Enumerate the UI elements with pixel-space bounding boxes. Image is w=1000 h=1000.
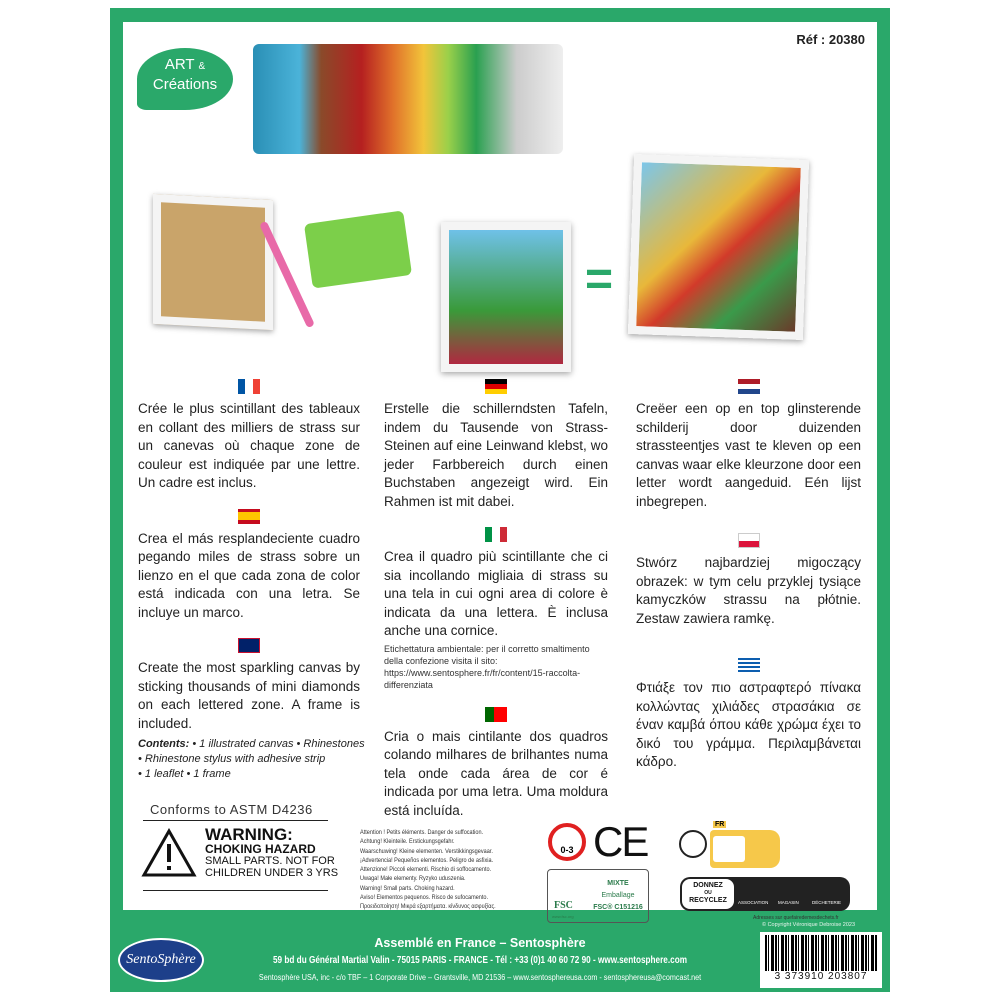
flag-pt-icon — [485, 707, 507, 722]
barcode: 3 373910 203807 — [760, 932, 882, 988]
triman-icon — [679, 830, 707, 858]
art-creations-logo: ART & Créations — [137, 48, 233, 110]
empty-frame-image — [153, 194, 273, 330]
text-it-environment: Etichettatura ambientale: per il corretto smaltimento della confezione visita il sito: https://www.sentosphere.fr/fr/content/15-raccolta-differenziata — [384, 643, 590, 690]
footer-address: 59 bd du Général Martial Valin - 75015 PARIS - FRANCE - Tél : +33 (0)1 40 60 72 90 - www.sentosphere.com — [272, 955, 688, 966]
text-es: Crea el más resplandeciente cuadro pegando miles de strass sobre un lienzo en el que cada zona de color está indicada con una letra. Se incluye un marco. — [138, 530, 360, 620]
astm-label: Conforms to ASTM D4236 — [150, 802, 313, 817]
flag-es-icon — [238, 509, 260, 524]
text-pt: Cria o mais cintilante dos quadros colando milhares de brilhantes numa tela onde cada área de cor é indicada por uma letra. Uma moldura está incluída. — [384, 728, 608, 818]
choking-hazard-warning: WARNING: CHOKING HAZARD SMALL PARTS. NOT FOR CHILDREN UNDER 3 YRS — [205, 825, 339, 879]
warning-triangle-icon — [141, 828, 197, 878]
sentosphere-logo: SentoSphère — [118, 938, 204, 982]
footer-usa-address: Sentosphère USA, inc - c/o TBF – 1 Corporate Drive – Grantsville, MD 21536 – www.sentosphereusa.com - sentosphereusa@comcast.net — [258, 973, 702, 982]
column-middle — [384, 379, 608, 820]
multilingual-warnings: Attention ! Petits éléments. Danger de suffocation. Achtung! Kleinteile. Erstickungsgefahr. Waarschuwing! Kleine elementen. Verstikkingsgevaar. ¡Advertencia! Pequeños elementos. Peligro de asfixia. Attenzione! Piccoli elementi. Rischio di soffocamento. Uwaga! Małe elementy. Ryzyko uduszenia. Warning! Small parts. Choking hazard. Aviso! Elementos pequenos. Risco de sufocamento. Προειδοποίηση! Μικρά εξαρτήματα. κίνδυνος ασφυξίας. — [360, 829, 496, 911]
flag-gr-icon — [738, 658, 760, 673]
tray-image — [304, 210, 412, 288]
ce-mark: CE — [593, 818, 648, 865]
column-right — [636, 379, 861, 772]
equals-sign: = — [585, 253, 614, 306]
flag-uk-icon — [238, 638, 260, 653]
text-pl: Stwórz najbardziej migoczący obrazek: w tym celu przyklej tysiące kamyczków strassu na płótnie. Zestaw zawiera ramkę. — [636, 555, 861, 626]
recycle-url: Adresses sur quefairedemesdechets.fr — [753, 915, 839, 921]
flag-pl-icon — [738, 533, 760, 548]
footer-title: Assemblé en France – Sentosphère — [374, 936, 586, 950]
finished-frame-image — [628, 154, 809, 340]
fsc-label: FSC www.fsc.org MIXTE Emballage FSC® C151216 — [547, 869, 649, 923]
text-el: Φτιάξε τον πιο αστραφτερό πίνακα κολλώντας χιλιάδες στρασάκια σε έναν καμβά όπου κάθε χρώμα έχει το δικό του γράμμα. Περιλαμβάνεται κάδρο. — [636, 680, 861, 769]
contents-list: Contents: • 1 illustrated canvas • Rhinestones • Rhinestone stylus with adhesive strip • 1 leaflet • 1 frame — [138, 738, 365, 780]
flag-de-icon — [485, 379, 507, 394]
donnez-recyclez-label: DONNEZ OU RECYCLEZ ASSOCIATION MAGASIN DÉCHETERIE — [680, 877, 850, 911]
text-fr: Crée le plus scintillant des tableaux en collant des milliers de strass sur un canevas où chaque zone de couleur est indiquée par une lettre. Un cadre est inclus. — [138, 401, 360, 490]
info-tri-label: FR — [710, 830, 780, 868]
reference-number: Réf : 20380 — [796, 32, 865, 47]
column-left — [138, 379, 365, 782]
divider — [143, 820, 328, 821]
rhinestones-image — [253, 44, 563, 154]
divider — [143, 890, 328, 891]
flag-fr-icon — [238, 379, 260, 394]
flag-nl-icon — [738, 379, 760, 394]
text-nl: Creëer een op en top glinsterende schilderij door duizenden strassteentjes vast te kleven op een canvas waar elke kleurzone door een letter wordt aangeduid. Eén lijst inbegrepen. — [636, 401, 861, 509]
package-back — [123, 22, 877, 921]
canvas-image — [441, 222, 571, 372]
age-restriction-icon: 0-3 — [548, 823, 586, 861]
text-it: Crea il quadro più scintillante che ci sia incollando migliaia di strass su una tela in cui ogni area di colore è indicata da una lettera. È inclusa anche una cornice. — [384, 549, 608, 638]
text-en: Create the most sparkling canvas by sticking thousands of mini diamonds on each lettered zone. A frame is included. — [138, 660, 360, 731]
text-de: Erstelle die schillerndsten Tafeln, indem du Tausende von Strass-Steinen auf eine Leinwand klebst, wo jeder Farbbereich durch einen Buchstaben angezeigt wird. Ein Rahmen ist mit dabei. — [384, 401, 608, 509]
flag-it-icon — [485, 527, 507, 542]
copyright: © Copyright Véronique Debroise 2023 — [762, 922, 856, 928]
